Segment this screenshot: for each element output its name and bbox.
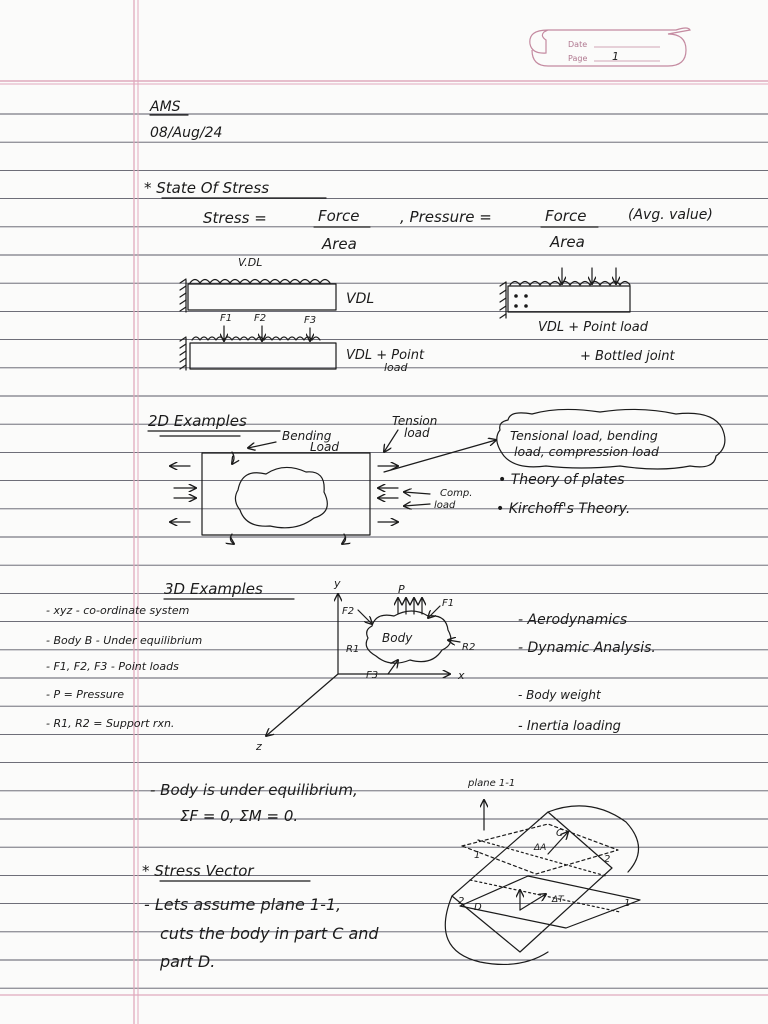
plate-2d-sketch: [170, 440, 496, 544]
plane-1-right: 1: [624, 898, 631, 909]
left-item-2: - Body B - Under equilibrium: [46, 634, 203, 647]
stress-vector-line-2: cuts the body in part C and: [160, 924, 379, 943]
force-f3: F3: [304, 315, 317, 326]
state-of-stress-heading: * State Of Stress: [144, 179, 270, 197]
axis-x-label: x: [458, 669, 465, 682]
plane-2-right: 2: [604, 854, 611, 865]
date-label: Date: [568, 40, 588, 49]
part-c-label: C: [556, 828, 563, 839]
delta-a-label: ΔA: [534, 843, 547, 853]
pressure-p-label: P: [398, 583, 405, 596]
comp-load-label-1: Comp.: [440, 488, 473, 499]
force-f1-3d: F1: [442, 598, 455, 609]
right-item-4: - Inertia loading: [518, 719, 621, 734]
plane-1-left: 1: [474, 850, 481, 861]
equilibrium-line-2: ΣF = 0, ΣM = 0.: [180, 807, 299, 825]
equilibrium-line-1: - Body is under equilibrium,: [150, 781, 358, 799]
stress-numerator: Force: [318, 207, 360, 225]
force-f3-3d: F3: [366, 670, 379, 681]
stress-vector-heading: * Stress Vector: [142, 862, 254, 880]
beam-point-label-2: load: [384, 361, 408, 374]
left-item-5: - R1, R2 = Support rxn.: [46, 717, 175, 730]
kirchoff-theory: • Kirchoff's Theory.: [496, 501, 631, 517]
left-item-3: - F1, F2, F3 - Point loads: [46, 660, 179, 673]
theory-of-plates: • Theory of plates: [498, 472, 625, 488]
left-item-4: - P = Pressure: [46, 688, 124, 701]
axis-z-label: z: [256, 740, 262, 753]
body-3d-sketch: [255, 577, 475, 753]
pressure-lhs: , Pressure =: [400, 208, 492, 226]
bending-load-label-1: Bending: [282, 429, 332, 443]
beam-vdl-point-sketch: [500, 268, 649, 335]
pressure-denominator: Area: [550, 233, 585, 251]
delta-t-label: ΔT: [552, 895, 564, 905]
pressure-numerator: Force: [545, 207, 587, 225]
plane-label: plane 1-1: [468, 778, 516, 789]
cloud-line-1: Tensional load, bending: [510, 428, 658, 443]
stress-lhs: Stress =: [203, 209, 267, 227]
comp-load-label-2: load: [434, 500, 456, 511]
left-notes-3d: [46, 604, 202, 730]
average-value-note: (Avg. value): [628, 207, 713, 223]
axis-y-label: y: [334, 577, 341, 590]
vdl-top-label: V.DL: [238, 256, 263, 269]
tension-load-label-2: load: [404, 426, 430, 440]
force-f2: F2: [254, 313, 267, 324]
load-types-cloud: [497, 409, 725, 469]
tension-load-label-1: Tension: [392, 414, 438, 428]
note-date: 08/Aug/24: [150, 125, 223, 141]
stress-vector-line-3: part D.: [160, 952, 216, 971]
date-page-stamp: [530, 28, 690, 66]
right-item-1: - Aerodynamics: [518, 612, 628, 628]
beam-vdl-label: VDL: [346, 291, 375, 307]
page-number: 1: [612, 50, 619, 63]
plane-2-left: 2: [458, 896, 465, 907]
reaction-r2: R2: [462, 642, 476, 653]
bolted-joint-label: + Bottled joint: [580, 349, 675, 364]
examples-3d-heading: 3D Examples: [164, 580, 263, 598]
reaction-r1: R1: [346, 644, 360, 655]
cloud-line-2: load, compression load: [514, 444, 659, 459]
stress-vector-line-1: - Lets assume plane 1-1,: [144, 895, 342, 914]
subject-title: AMS: [150, 99, 181, 115]
examples-2d-heading: 2D Examples: [148, 412, 247, 430]
part-d-label: D: [474, 902, 482, 913]
right-item-2: - Dynamic Analysis.: [518, 640, 656, 656]
ruled-lines: [0, 114, 768, 988]
beam-vdl-sketch: [180, 256, 374, 312]
plane-cut-sketch: [445, 778, 640, 964]
left-item-1: - xyz - co-ordinate system: [46, 604, 190, 617]
beam-vdl-point-label: VDL + Point load: [538, 320, 648, 335]
force-f2-3d: F2: [342, 606, 355, 617]
beam-point-label-1: VDL + Point: [346, 348, 425, 363]
body-label: Body: [382, 631, 413, 645]
stress-denominator: Area: [322, 235, 357, 253]
right-item-3: - Body weight: [518, 688, 601, 702]
page-label: Page: [568, 54, 588, 63]
right-notes-3d: [518, 612, 656, 734]
bending-load-label-2: Load: [310, 440, 339, 454]
force-f1: F1: [220, 313, 233, 324]
